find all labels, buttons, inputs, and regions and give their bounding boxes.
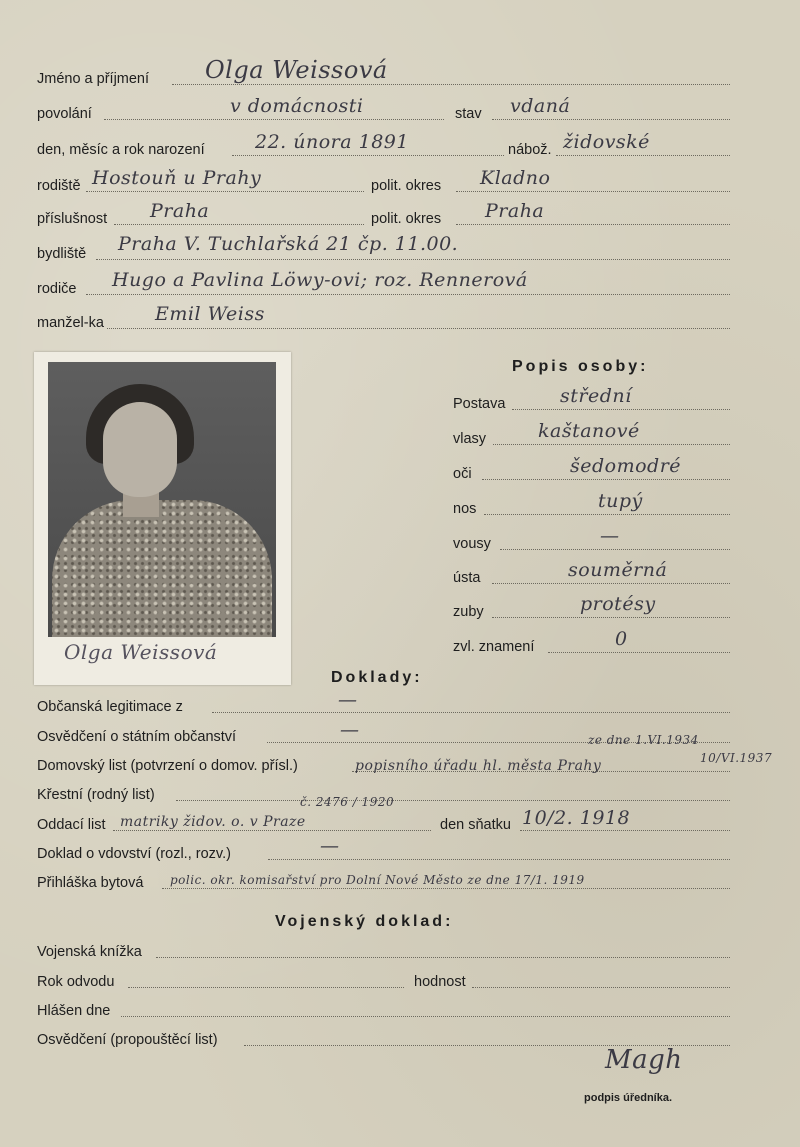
desc-line-vlasy [493, 444, 730, 445]
residency-okres-value: Praha [485, 200, 545, 222]
religion-value: židovské [563, 131, 650, 153]
widow-value: — [320, 835, 340, 857]
official-signature-label: podpis úředníka. [584, 1092, 673, 1104]
desc-label-vousy: vousy [453, 536, 491, 552]
desc-line-zuby [492, 617, 730, 618]
birthplace-okres-label: polit. okres [371, 178, 442, 194]
citizenship-label: Osvědčení o státním občanství [37, 729, 237, 745]
address-label: bydliště [37, 246, 87, 262]
id-value: — [338, 689, 358, 711]
birth-label: den, měsíc a rok narození [37, 142, 205, 158]
status-line [492, 119, 730, 120]
residency-okres-line [456, 224, 730, 225]
id-label: Občanská legitimace z [37, 699, 183, 715]
address-line [96, 259, 730, 260]
military-book-label: Vojenská knížka [37, 944, 142, 960]
photo-card [34, 352, 291, 685]
occupation-label: povolání [37, 106, 92, 122]
domicile-value: popisního úřadu hl. města Prahy [355, 758, 602, 774]
portrait-photo [48, 362, 276, 637]
desc-value-vousy: — [600, 525, 620, 547]
id-line [212, 712, 730, 713]
wedding-line [520, 830, 730, 831]
official-signature: Magh [605, 1045, 683, 1075]
birthplace-value: Hostouň u Prahy [92, 167, 262, 189]
birthplace-label: rodiště [37, 178, 81, 194]
birthplace-line [86, 191, 364, 192]
desc-label-oci: oči [453, 466, 472, 482]
residency-value: Praha [150, 200, 210, 222]
birthplace-okres-value: Kladno [480, 167, 551, 189]
widow-line [268, 859, 730, 860]
desc-label-usta: ústa [453, 570, 481, 586]
desc-line-postava [512, 409, 730, 410]
religion-label: nábož. [508, 142, 552, 158]
occupation-line [104, 119, 444, 120]
parents-label: rodiče [37, 281, 77, 297]
parents-line [86, 294, 730, 295]
spouse-line [107, 328, 730, 329]
desc-line-nos [484, 514, 730, 515]
status-label: stav [455, 106, 482, 122]
desc-value-znameni: 0 [615, 628, 628, 650]
military-reported-line [121, 1016, 730, 1017]
documents-heading: Doklady: [331, 669, 423, 686]
photo-dress [52, 500, 272, 637]
military-rank-label: hodnost [414, 974, 466, 990]
name-label: Jméno a příjmení [37, 71, 150, 87]
birth-value: 22. února 1891 [255, 131, 409, 153]
desc-label-vlasy: vlasy [453, 431, 487, 447]
desc-label-znameni: zvl. znamení [453, 639, 535, 655]
desc-line-vousy [500, 549, 730, 550]
desc-value-usta: souměrná [568, 559, 668, 581]
baptism-label: Křestní (rodný list) [37, 787, 155, 803]
domicile-date: 10/VI.1937 [700, 751, 773, 765]
desc-value-zuby: protésy [580, 593, 656, 615]
desc-value-oci: šedomodré [570, 455, 682, 477]
domicile-label: Domovský list (potvrzení o domov. přísl.) [37, 758, 298, 774]
military-heading: Vojenský doklad: [275, 913, 454, 930]
wedding-label: den sňatku [440, 817, 511, 833]
military-book-line [156, 957, 730, 958]
residency-label: příslušnost [37, 211, 108, 227]
name-line [172, 84, 730, 85]
photo-face [103, 402, 177, 497]
residency-line [114, 224, 364, 225]
housing-value: polic. okr. komisařství pro Dolní Nové Město ze dne 17/1. 1919 [170, 873, 585, 887]
citizenship-value: — [340, 719, 360, 741]
desc-label-zuby: zuby [453, 604, 484, 620]
military-year-label: Rok odvodu [37, 974, 115, 990]
residency-okres-label: polit. okres [371, 211, 442, 227]
parents-value: Hugo a Pavlina Löwy-ovi; roz. Rennerová [112, 269, 528, 291]
address-value: Praha V. Tuchlařská 21 čp. 11.00. [118, 233, 459, 255]
desc-label-postava: Postava [453, 396, 506, 412]
desc-value-vlasy: kaštanové [538, 420, 640, 442]
desc-value-postava: střední [560, 385, 632, 407]
military-rank-line [472, 987, 730, 988]
desc-line-usta [492, 583, 730, 584]
occupation-value: v domácnosti [230, 95, 364, 117]
desc-value-nos: tupý [598, 490, 643, 512]
marriage-label: Oddací list [37, 817, 106, 833]
desc-label-nos: nos [453, 501, 477, 517]
military-reported-label: Hlášen dne [37, 1003, 111, 1019]
wedding-value: 10/2. 1918 [522, 807, 631, 829]
marriage-number: č. 2476 / 1920 [300, 795, 395, 809]
domicile-note: ze dne 1.VI.1934 [588, 733, 699, 747]
desc-line-znameni [548, 652, 730, 653]
description-heading: Popis osoby: [512, 358, 649, 375]
baptism-line [176, 800, 730, 801]
photo-signature: Olga Weissová [64, 640, 218, 664]
spouse-label: manžel-ka [37, 315, 104, 331]
housing-label: Přihláška bytová [37, 875, 144, 891]
desc-line-oci [482, 479, 730, 480]
military-discharge-label: Osvědčení (propouštěcí list) [37, 1032, 218, 1048]
spouse-value: Emil Weiss [155, 303, 265, 325]
birthplace-okres-line [456, 191, 730, 192]
military-year-line [128, 987, 404, 988]
marriage-value: matriky židov. o. v Praze [120, 814, 306, 830]
widow-label: Doklad o vdovství (rozl., rozv.) [37, 846, 231, 862]
name-value: Olga Weissová [205, 56, 388, 84]
religion-line [556, 155, 730, 156]
status-value: vdaná [510, 95, 571, 117]
birth-line [232, 155, 504, 156]
